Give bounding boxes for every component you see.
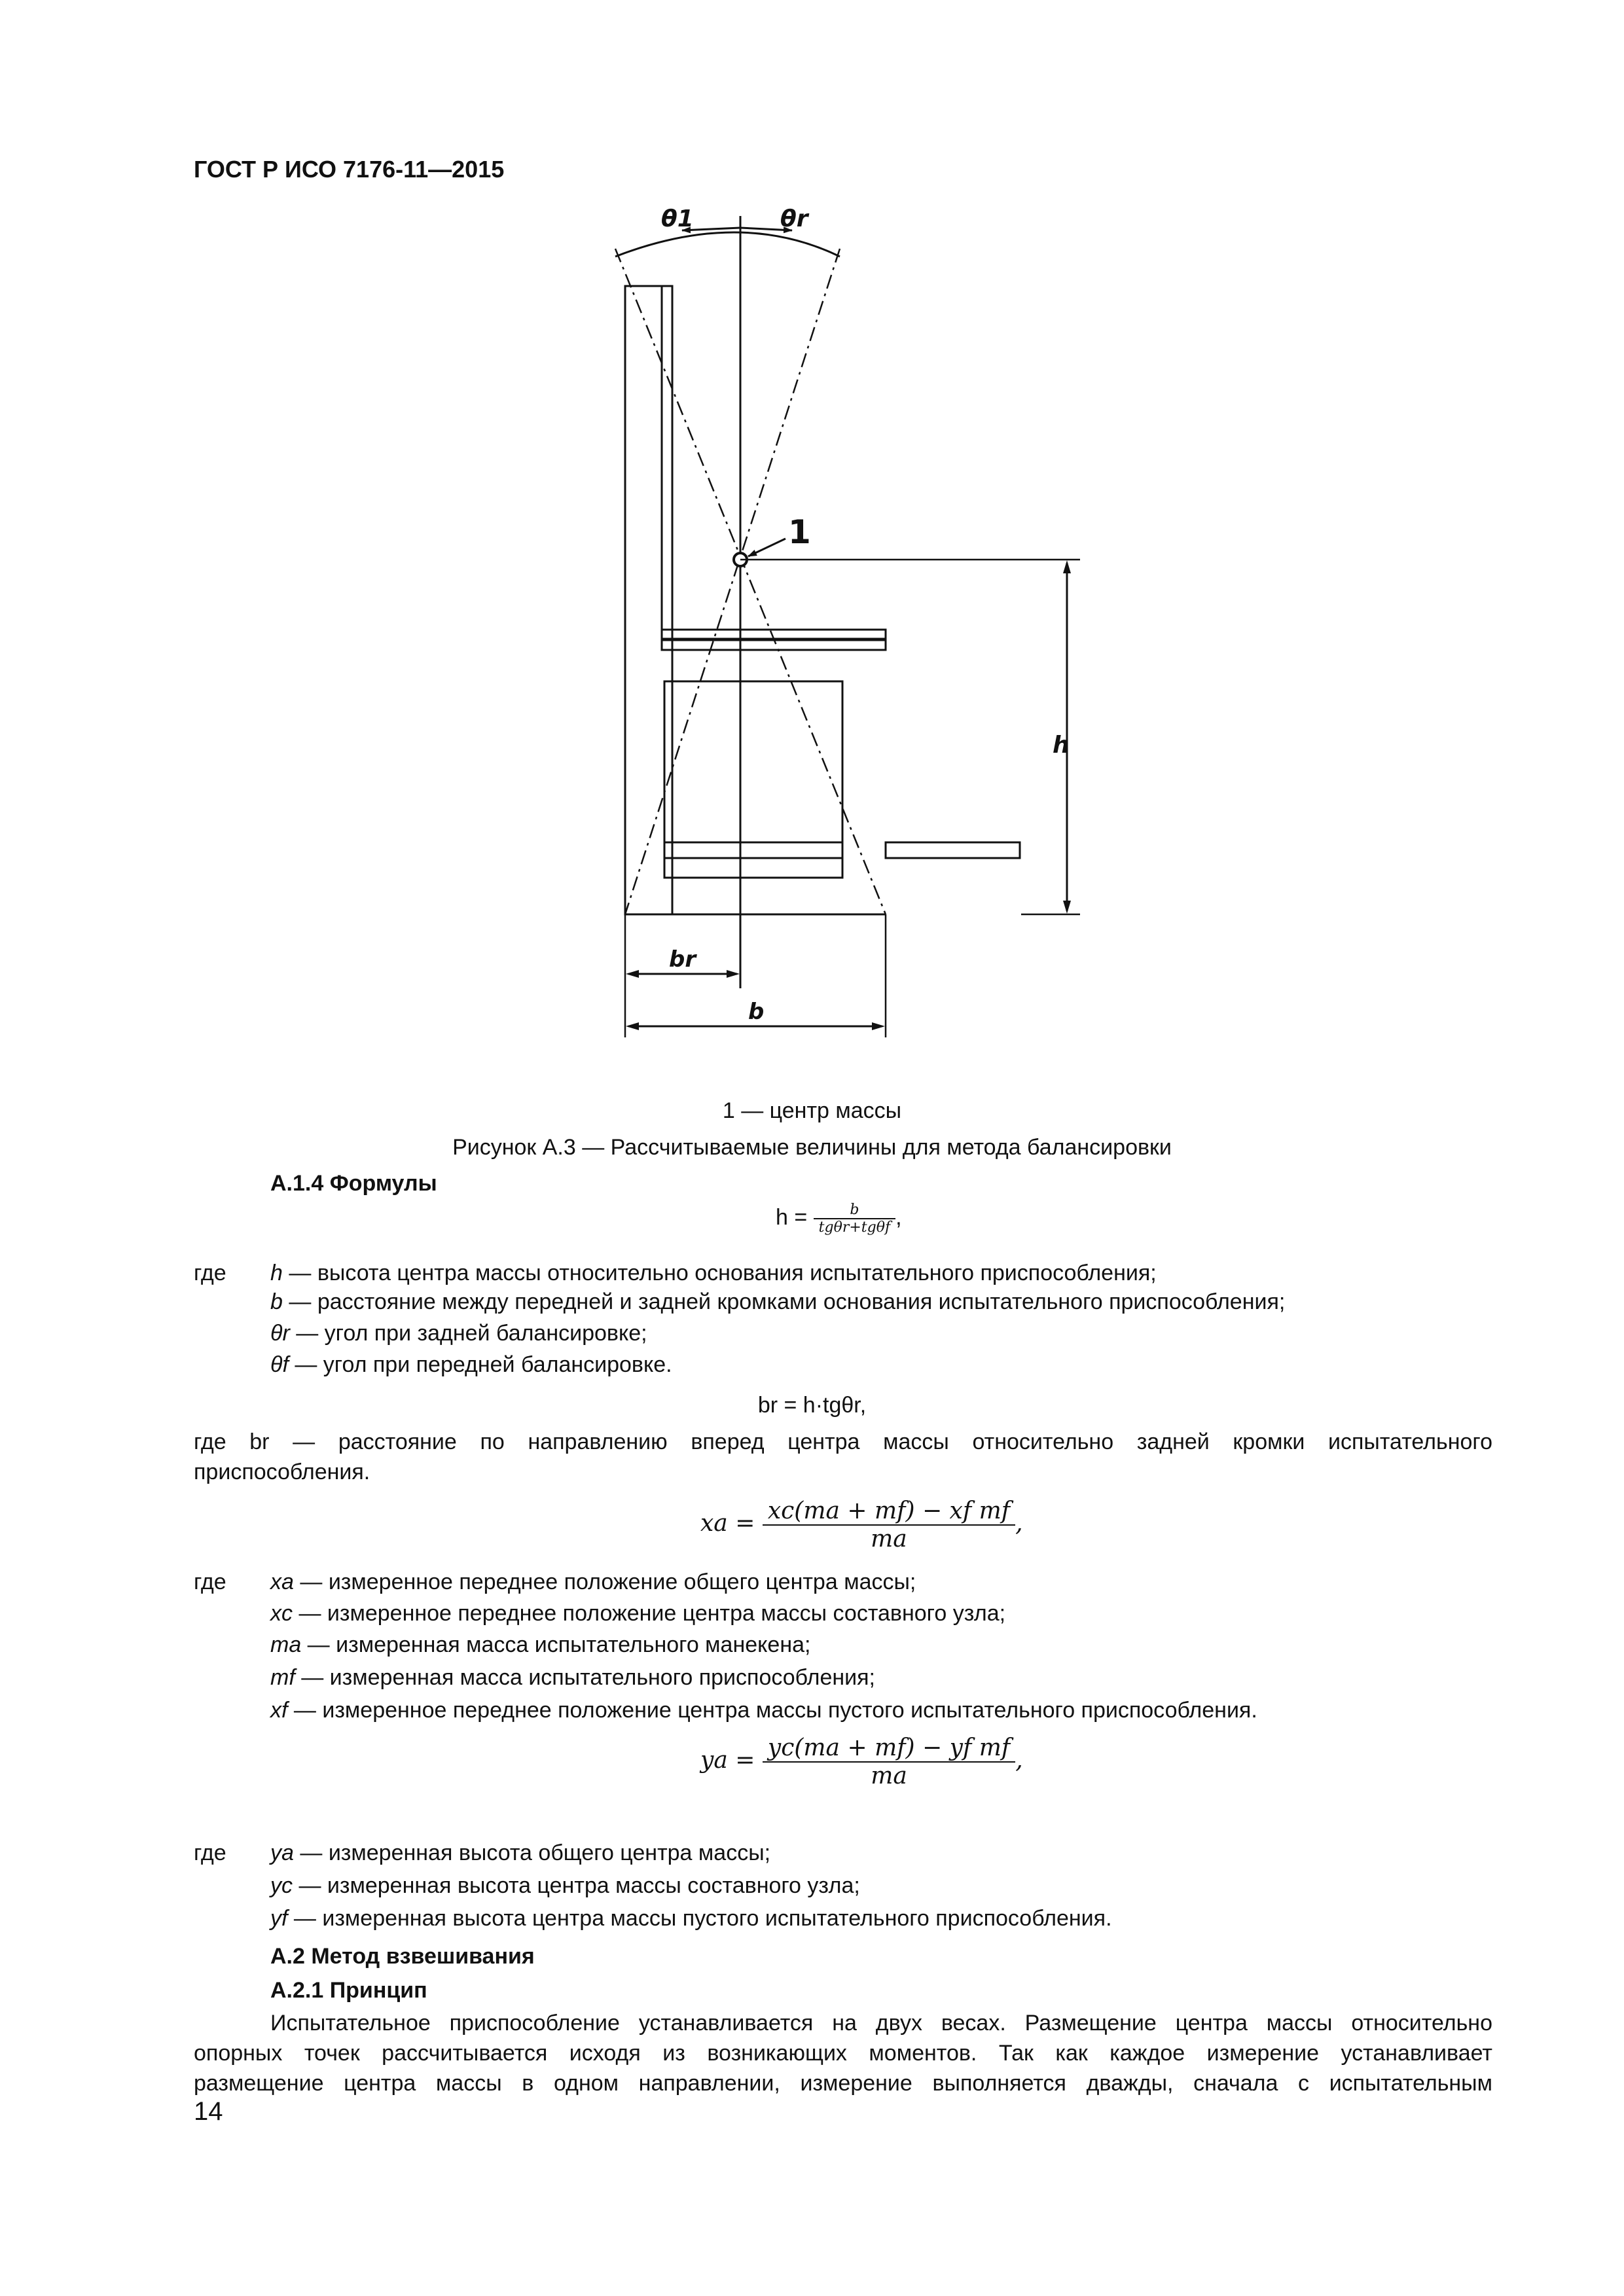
- formula-ya-numerator: yc(ma + mf) − yf mf: [763, 1734, 1015, 1763]
- def-yc: yc — измеренная высота центра массы составного узла;: [270, 1873, 860, 1898]
- where-label-3: где: [194, 1840, 226, 1865]
- formula-ya: [700, 1734, 1023, 1789]
- formula-xa: [700, 1498, 1023, 1552]
- seat-lower: [662, 640, 886, 650]
- formula-h-numerator: b: [814, 1202, 895, 1219]
- point-leader: [748, 539, 785, 556]
- section-heading-a2: А.2 Метод взвешивания: [270, 1944, 535, 1969]
- formula-xa-numerator: xc(ma + mf) − xf mf: [763, 1498, 1015, 1526]
- def-br-line1: где br — расстояние по направлению вперед центра массы относительно задней кромки испытательного: [194, 1429, 1492, 1454]
- def-xf: xf — измеренное переднее положение центра массы пустого испытательного приспособления.: [270, 1698, 1257, 1723]
- where-label-1: где: [194, 1261, 226, 1285]
- paragraph-line-1: Испытательное приспособление устанавливается на двух весах. Размещение центра массы относительно: [270, 2011, 1492, 2036]
- paragraph-line-3: размещение центра массы в одном направлении, измерение выполняется дважды, сначала с испытательным: [194, 2071, 1492, 2096]
- formula-h: [776, 1202, 902, 1236]
- b-label: b: [748, 999, 765, 1025]
- where-label-2: где: [194, 1570, 226, 1594]
- section-heading-a21: А.2.1 Принцип: [270, 1978, 427, 2003]
- footrest-bar-2: [664, 858, 842, 878]
- seat-box: [664, 681, 842, 878]
- def-b: b — расстояние между передней и задней кромками основания испытательного приспособления;: [270, 1289, 1286, 1314]
- def-xa: xa — измеренное переднее положение общего центра массы;: [270, 1570, 916, 1594]
- footrest-extension: [886, 842, 1020, 858]
- balance-method-figure: [0, 0, 1624, 1080]
- formula-ya-lhs: ya =: [700, 1747, 755, 1774]
- figure-caption: Рисунок А.3 — Рассчитываемые величины для метода балансировки: [452, 1135, 1172, 1160]
- footrest-bar-1: [664, 842, 842, 858]
- formula-ya-denominator: ma: [871, 1763, 907, 1789]
- def-ma: ma — измеренная масса испытательного манекена;: [270, 1632, 811, 1657]
- h-label: h: [1053, 732, 1070, 759]
- def-theta-f: θf — угол при передней балансировке.: [270, 1352, 672, 1377]
- def-ya: ya — измеренная высота общего центра массы;: [270, 1840, 771, 1865]
- formula-h-lhs: h =: [776, 1204, 808, 1230]
- paragraph-line-2: опорных точек рассчитывается исходя из возникающих моментов. Так как каждое измерение устанавливает: [194, 2041, 1492, 2066]
- figure-legend: 1 — центр массы: [722, 1098, 902, 1123]
- point-label: 1: [788, 513, 811, 551]
- page-number: 14: [194, 2097, 223, 2126]
- formula-h-tail: ,: [895, 1204, 902, 1230]
- balance-line-right: [625, 249, 840, 914]
- formula-ya-tail: ,: [1015, 1747, 1023, 1774]
- theta-r-label: θr: [780, 206, 808, 232]
- br-label: br: [669, 946, 696, 973]
- def-mf: mf — измеренная масса испытательного приспособления;: [270, 1665, 875, 1690]
- def-h: h — высота центра массы относительно основания испытательного приспособления;: [270, 1261, 1157, 1285]
- def-xc: xc — измеренное переднее положение центра массы составного узла;: [270, 1601, 1006, 1626]
- formula-xa-denominator: ma: [871, 1526, 907, 1552]
- def-br-line2: приспособления.: [194, 1460, 370, 1484]
- def-yf: yf — измеренная высота центра массы пустого испытательного приспособления.: [270, 1906, 1112, 1931]
- formula-h-denominator: tgθr+tgθf: [818, 1219, 891, 1236]
- formula-xa-lhs: xa =: [700, 1510, 755, 1537]
- formula-xa-tail: ,: [1015, 1510, 1023, 1537]
- document-header: ГОСТ Р ИСО 7176-11—2015: [194, 156, 505, 183]
- def-theta-r: θr — угол при задней балансировке;: [270, 1321, 647, 1346]
- section-heading-a14: А.1.4 Формулы: [270, 1171, 437, 1196]
- formula-br: br = h·tgθr,: [757, 1393, 867, 1418]
- theta1-label: θ1: [661, 206, 694, 232]
- backrest-inner: [662, 286, 672, 639]
- angle-arc: [615, 232, 840, 257]
- balance-line-left: [615, 249, 886, 914]
